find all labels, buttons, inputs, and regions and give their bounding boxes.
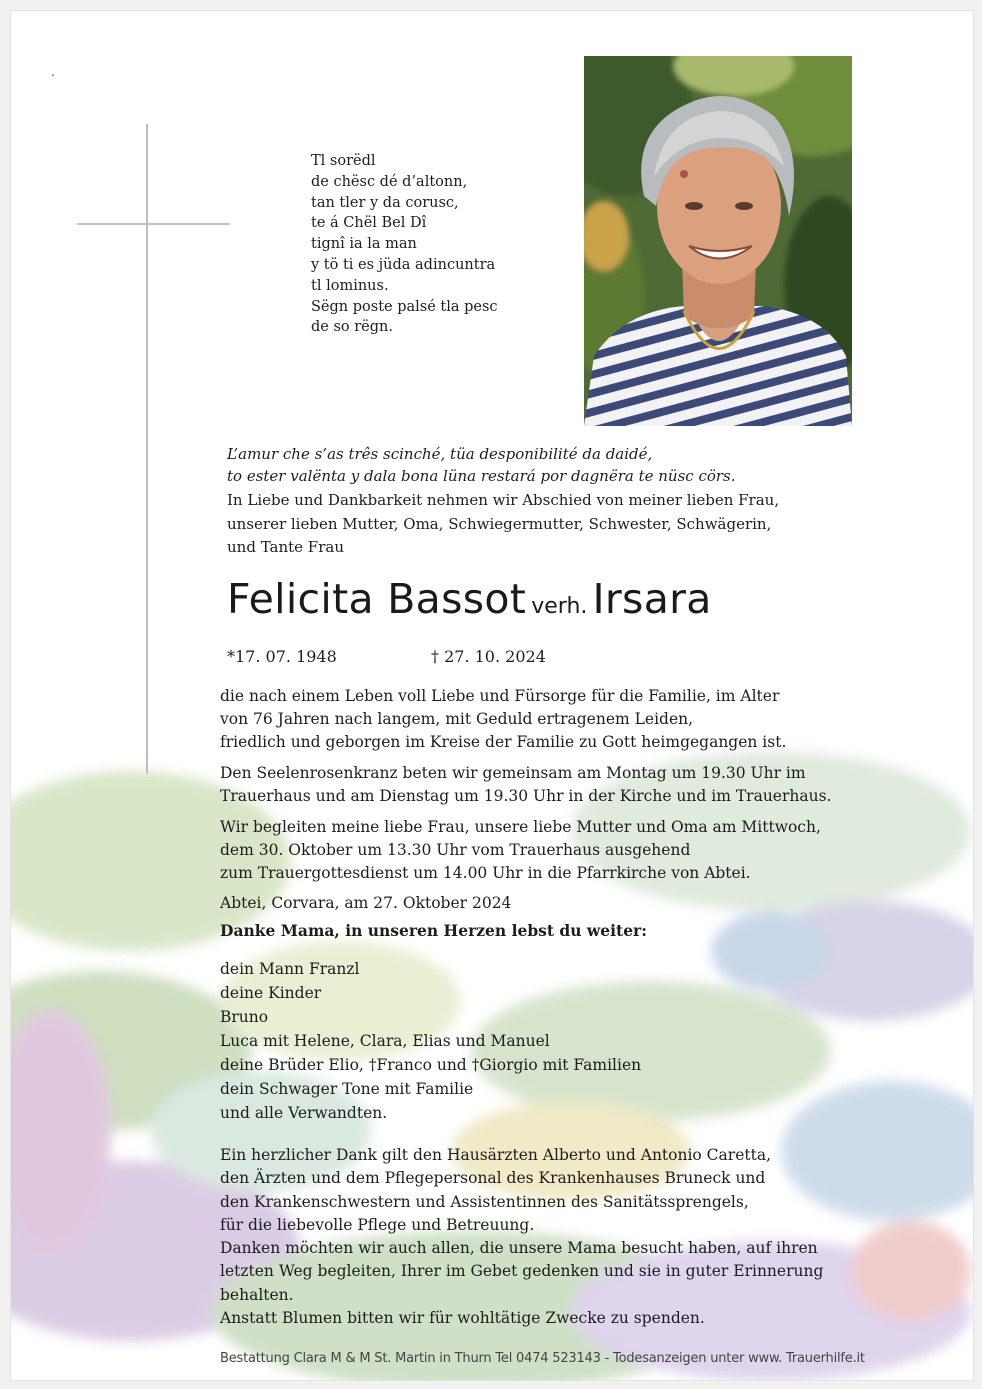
intro-ladin [227, 443, 736, 487]
family-item: dein Mann Franzl [220, 960, 360, 978]
intro-ladin-line: L’amur che s’as três scinché, tüa desponibilité da daidé, [227, 445, 653, 463]
paragraph-line: Trauerhaus und am Dienstag um 19.30 Uhr in der Kirche und im Trauerhaus. [220, 787, 832, 805]
portrait-photo [584, 56, 852, 426]
footer-funeral-home: Bestattung Clara M & M St. Martin in Thurn Tel 0474 523143 - Todesanzeigen unter www. Trauerhilfe.it [220, 1351, 865, 1366]
place-date [220, 892, 511, 915]
poem-line: Tl sorëdl [311, 153, 376, 169]
closing-line: Ein herzlicher Dank gilt den Hausärzten Alberto und Antonio Caretta, [220, 1146, 771, 1164]
intro-german [227, 489, 779, 560]
intro-line: unserer lieben Mutter, Oma, Schwiegermutter, Schwester, Schwägerin, [227, 514, 772, 533]
poem-line: te á Chël Bel Dî [311, 215, 427, 232]
birth-date: *17. 07. 1948 [227, 647, 337, 666]
poem-line: tignî ia la man [311, 236, 417, 253]
family-list [220, 957, 641, 1125]
poem-line: tl lominus. [311, 277, 389, 294]
death-date: † 27. 10. 2024 [431, 647, 546, 666]
closing-line: den Krankenschwestern und Assistentinnen des Sanitätssprengels, [220, 1192, 749, 1211]
poem-line: de chësc dé d’altonn, [311, 173, 468, 190]
family-item: deine Brüder Elio, †Franco und †Giorgio mit Familien [220, 1056, 642, 1074]
closing-line: letzten Weg begleiten, Ihrer im Gebet gedenken und sie in guter Erinnerung [220, 1262, 824, 1281]
cross-horizontal [77, 223, 230, 225]
name-verh: verh. [531, 594, 588, 619]
paragraph-rosary [220, 762, 831, 808]
closing-line: Anstatt Blumen bitten wir für wohltätige Zwecke zu spenden. [220, 1309, 705, 1328]
family-item: deine Kinder [220, 984, 322, 1002]
paragraph-line: Wir begleiten meine liebe Frau, unsere liebe Mutter und Oma am Mittwoch, [220, 818, 821, 836]
intro-line: und Tante Frau [227, 538, 344, 556]
family-item: dein Schwager Tone mit Familie [220, 1080, 474, 1098]
paragraph-line: Den Seelenrosenkranz beten wir gemeinsam am Montag um 19.30 Uhr im [220, 764, 806, 782]
thanks-heading: Danke Mama, in unseren Herzen lebst du weiter: [220, 921, 647, 940]
place-date-text: Abtei, Corvara, am 27. Oktober 2024 [220, 894, 512, 912]
paragraph-line: die nach einem Leben voll Liebe und Fürsorge für die Familie, im Alter [220, 687, 780, 705]
family-item: Luca mit Helene, Clara, Elias und Manuel [220, 1032, 550, 1050]
closing-line: Danken möchten wir auch allen, die unsere Mama besucht haben, auf ihren [220, 1239, 818, 1258]
paragraph-line: dem 30. Oktober um 13.30 Uhr vom Trauerhaus ausgehend [220, 841, 691, 859]
closing-line: für die liebevolle Pflege und Betreuung. [220, 1215, 535, 1234]
poem [311, 151, 498, 338]
poem-line: y tö ti es jüda adincuntra [311, 256, 496, 273]
paragraph-line: zum Trauergottesdienst um 14.00 Uhr in die Pfarrkirche von Abtei. [220, 864, 751, 882]
paragraph-life [220, 685, 786, 754]
paragraph-line: von 76 Jahren nach langem, mit Geduld ertragenem Leiden, [220, 710, 694, 728]
name-first: Felicita Bassot [227, 575, 527, 623]
obituary-card [10, 10, 974, 1381]
paragraph-line: friedlich und geborgen im Kreise der Familie zu Gott heimgegangen ist. [220, 733, 787, 751]
paragraph-funeral [220, 816, 821, 885]
closing-thanks [220, 1144, 823, 1330]
closing-line: behalten. [220, 1285, 294, 1304]
cross-vertical [146, 124, 148, 774]
corner-mark: . [51, 65, 55, 79]
intro-line: In Liebe und Dankbarkeit nehmen wir Abschied von meiner lieben Frau, [227, 491, 780, 509]
family-item: und alle Verwandten. [220, 1104, 388, 1122]
intro-ladin-line: to ester valënta y dala bona lüna restará por dagnëra te nüsc cörs. [227, 467, 736, 485]
closing-line: den Ärzten und dem Pflegepersonal des Krankenhauses Bruneck und [220, 1169, 766, 1188]
poem-line: tan tler y da corusc, [311, 194, 459, 211]
poem-line: Sëgn poste palsé tla pesc [311, 298, 498, 315]
family-item: Bruno [220, 1008, 269, 1026]
name-married: Irsara [592, 575, 712, 623]
deceased-name [227, 575, 712, 623]
poem-line: de so rëgn. [311, 319, 393, 336]
